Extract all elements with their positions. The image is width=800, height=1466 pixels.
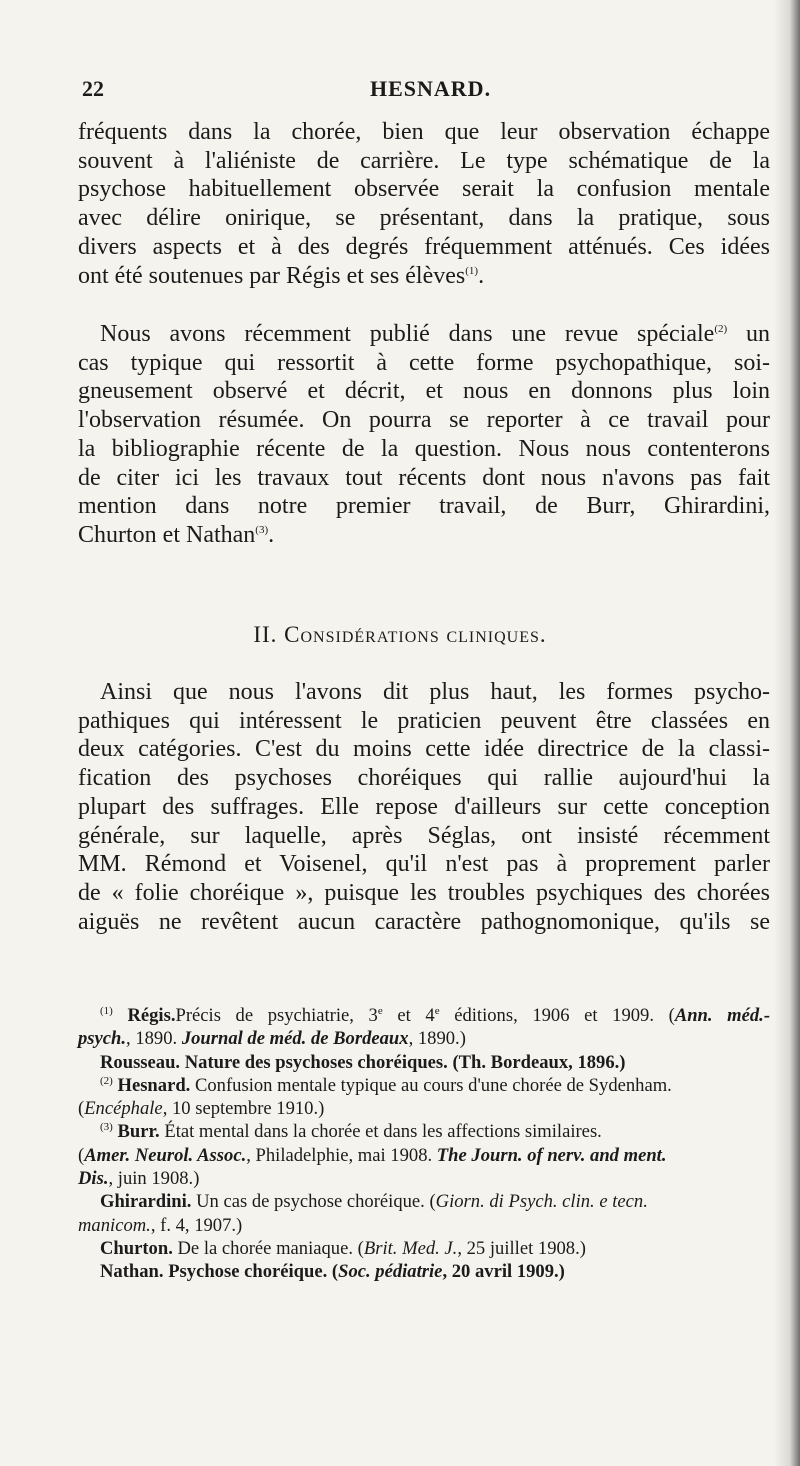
text-line: psychose habituellement observée serait la confusion mentale [78,176,770,203]
page-number: 22 [82,76,104,101]
footnote-source: Soc. pédiatrie [338,1261,443,1283]
footnote-author: Ghirardini. [100,1191,192,1213]
footnote-text: Psychose choréique. ( [163,1261,339,1283]
footnote-source: manicom. [78,1214,151,1236]
text-run: un [727,321,771,347]
paragraph-1 [78,118,770,290]
footnote-mark: (1) [100,1004,113,1017]
footnote-text: , 1890. [126,1028,182,1050]
footnote-text: De la chorée maniaque. ( [172,1237,364,1259]
footnote-text: Un cas de psychose choréique. ( [191,1191,436,1213]
section-numeral: II. [253,622,278,647]
ordinal-suffix: e [434,1004,440,1017]
paragraph-2 [78,320,770,550]
footnote-source: psych. [78,1028,127,1050]
footnote-text: , 25 juillet 1908.) [457,1237,586,1259]
text-line: MM. Rémond et Voisenel, qu'il n'est pas à proprement parler [78,851,770,878]
text-line: cas typique qui ressortit à cette forme psychopathique, soi- [78,349,770,376]
footnote-mark: (3) [100,1121,113,1134]
footnote-author: Régis. [127,1005,176,1026]
text-run: . [478,262,485,289]
footnote-1-line-1 [78,1004,770,1027]
footnote-author: Churton. [100,1237,173,1259]
footnote-text: , 20 avril 1909.) [442,1261,565,1283]
footnote-text: , juin 1908.) [108,1168,200,1190]
footnote-5-line-1 [78,1237,770,1260]
footnote-2-line-1 [78,1074,770,1097]
text-run: . [268,521,275,548]
footnote-text: Confusion mentale typique au cours d'une chorée de Sydenham. [190,1074,672,1096]
footnote-source: Amer. Neurol. Assoc. [84,1144,247,1166]
footnote-text: Précis de psychiatrie, 3 [175,1005,378,1026]
footnote-source: The Journ. of nerv. and ment. [436,1144,667,1166]
footnote-author: Hesnard. [117,1074,191,1096]
footnote-author: Burr. [117,1121,160,1143]
footnote-source: Ann. méd.- [674,1005,771,1026]
text-line: aiguës ne revêtent aucun caractère pathognomonique, qu'ils se [78,908,770,935]
footnote-text: et 4 [382,1005,435,1026]
text-line: l'observation résumée. On pourra se reporter à ce travail pour [78,407,770,434]
footnote-text: , 10 septembre 1910.) [162,1098,325,1120]
footnote-mark: (2) [100,1074,113,1087]
text-line: avec délire onirique, se présentant, dans la pratique, sous [78,205,770,232]
section-heading [0,622,800,648]
page-edge-shadow [774,0,800,1466]
text-line: divers aspects et à des degrés fréquemment atténués. Ces idées [78,233,770,260]
text-run: Nous avons récemment publié dans une revue spéciale [100,321,715,347]
running-head [82,76,750,106]
footnote-text: Nature des psychoses choréiques. (Th. Bordeaux, 1896.) [180,1051,626,1073]
text-line: pathiques qui intéressent le praticien peuvent être classées en [78,707,770,734]
text-line: la bibliographie récente de la question. Nous nous contenterons [78,435,770,462]
text-line: fréquents dans la chorée, bien que leur observation échappe [78,119,770,145]
footnote-source: Encéphale [84,1098,163,1120]
text-line: mention dans notre premier travail, de Burr, Ghirardini, [78,493,770,520]
text-line [78,521,770,550]
text-run: Churton et Nathan [78,521,256,548]
paragraph-3 [78,678,770,936]
footnote-text: État mental dans la chorée et dans les affections similaires. [159,1121,602,1143]
footnote-ref: (2) [714,323,728,335]
footnote-text: éditions, 1906 et 1909. ( [439,1005,675,1026]
footnote-ref: (3) [255,523,269,536]
footnote-ref: (1) [465,264,479,277]
section-title: Considérations cliniques. [284,622,547,647]
text-line: Ainsi que nous l'avons dit plus haut, les formes psycho- [100,679,770,705]
footnote-4-line-2 [78,1214,770,1237]
text-line: gneusement observé et décrit, et nous en donnons plus loin [78,378,770,405]
footnote-text: , Philadelphie, mai 1908. [246,1144,437,1166]
footnote-text: , 1890.) [408,1028,466,1050]
text-line: plupart des suffrages. Elle repose d'ailleurs sur cette conception [78,793,770,820]
footnote-3-line-1 [78,1120,770,1143]
footnote-3-line-3 [78,1167,770,1190]
footnote-2-line-2: (Encéphale, 10 septembre 1910.) [78,1098,325,1120]
footnote-1-line-3 [78,1051,770,1074]
text-line [78,262,770,291]
running-title: HESNARD. [370,76,492,101]
text-run: ont été soutenues par Régis et ses élèves [78,262,466,289]
footnote-6-line-1 [78,1260,770,1283]
footnote-4-line-1 [78,1190,770,1213]
footnote-author: Nathan. [100,1261,164,1283]
text-line: de « folie choréique », puisque les troubles psychiques des chorées [78,879,770,906]
footnotes [78,1004,770,1284]
footnote-source: Dis. [78,1168,109,1190]
ordinal-suffix: e [377,1004,383,1017]
footnote-source: Brit. Med. J. [363,1237,458,1259]
text-line: de citer ici les travaux tout récents dont nous n'avons pas fait [78,464,770,491]
footnote-source: Giorn. di Psych. clin. e tecn. [435,1191,648,1213]
footnote-text: , f. 4, 1907.) [150,1214,243,1236]
text-line: générale, sur laquelle, après Séglas, ont insisté récemment [78,822,770,849]
text-line: souvent à l'aliéniste de carrière. Le type schématique de la [78,147,770,174]
text-line: deux catégories. C'est du moins cette idée directrice de la classi- [78,736,770,763]
text-line: fication des psychoses choréiques qui rallie aujourd'hui la [78,765,770,792]
footnote-author: Rousseau. [100,1051,181,1073]
footnote-1-line-2 [78,1027,770,1050]
footnote-3-line-2: (Amer. Neurol. Assoc., Philadelphie, mai 1908. The Journ. of nerv. and ment. [78,1144,667,1166]
text-line [78,320,770,349]
footnote-source: Journal de méd. de Bordeaux [181,1028,409,1050]
